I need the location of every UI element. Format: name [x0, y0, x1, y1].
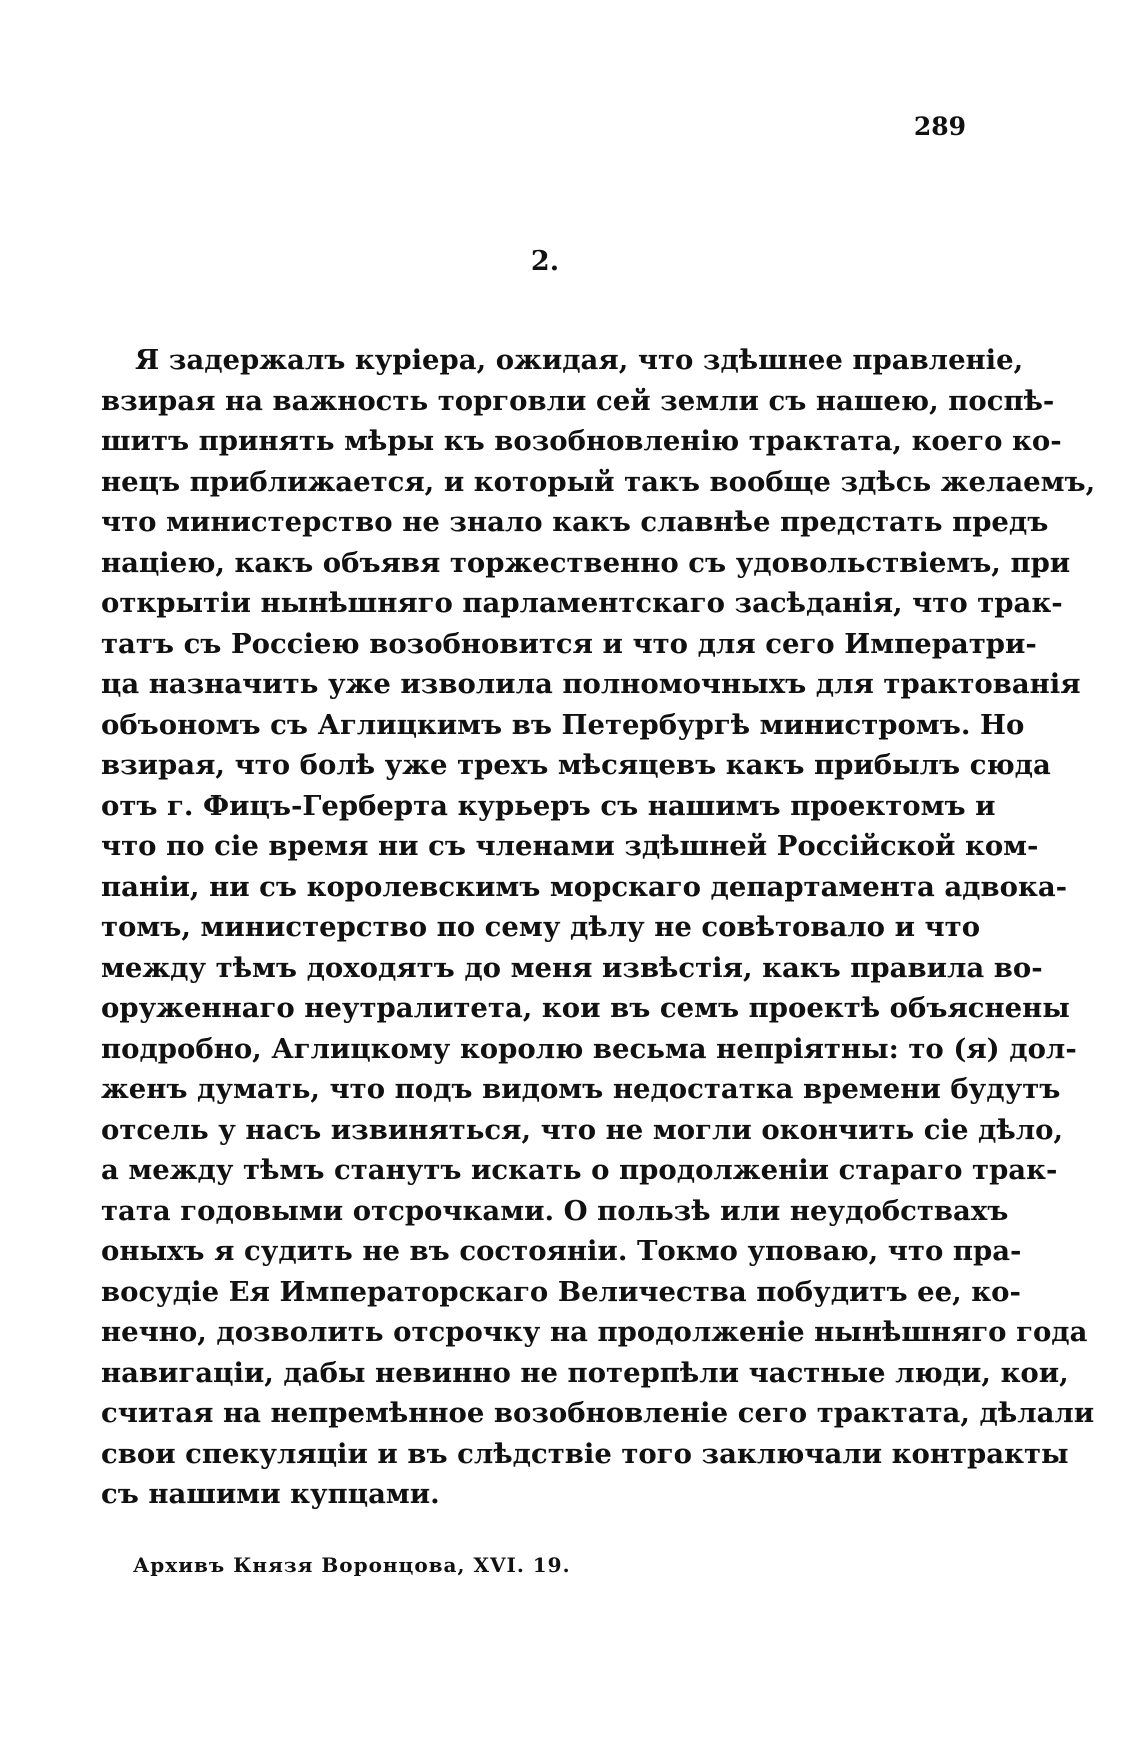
text-line: подробно, Аглицкому королю весьма непріятны: то (я) дол- — [101, 1032, 1077, 1065]
text-line: а между тѣмъ станутъ искать о продолженіи стараго трак- — [101, 1154, 1058, 1186]
text-line: женъ думать, что подъ видомъ недостатка времени будутъ — [101, 1073, 1061, 1105]
source-citation: Архивъ Князя Воронцова, XVI. 19. — [133, 1553, 571, 1577]
text-line: между тѣмъ доходятъ до меня извѣстія, какъ правила во- — [101, 951, 1043, 984]
text-line: тата годовыми отсрочками. О пользѣ или неудобствахъ — [101, 1194, 1009, 1227]
section-number: 2. — [530, 246, 560, 277]
text-line: нечно, дозволить отсрочку на продолженіе нынѣшняго года — [101, 1316, 1088, 1348]
text-line: томъ, министерство по сему дѣлу не совѣтовало и что — [101, 911, 981, 943]
text-line: съ нашими купцами. — [101, 1478, 440, 1510]
text-line: восудіе Ея Императорскаго Величества побудитъ ее, ко- — [101, 1275, 1021, 1308]
text-line: открытіи нынѣшняго парламентскаго засѣданія, что трак- — [101, 587, 1063, 619]
text-line: что по сіе время ни съ членами здѣшней Россійской ком- — [101, 830, 1039, 862]
page-number: 289 — [913, 112, 966, 141]
text-line: что министерство не знало какъ славнѣе предстать предъ — [101, 506, 1049, 538]
text-line: татъ съ Россіею возобновится и что для сего Императри- — [101, 627, 1037, 660]
text-line: навигаціи, дабы невинно не потерпѣли частные люди, кои, — [101, 1356, 1069, 1389]
text-line: оруженнаго неутралитета, кои въ семъ проектѣ объяснены — [101, 992, 1070, 1024]
text-line: Я задержалъ куріера, ожидая, что здѣшнее правленіе, — [135, 344, 1024, 376]
text-line: взирая на важность торговли сей земли съ нашею, поспѣ- — [101, 384, 1055, 417]
text-line: считая на непремѣнное возобновленіе сего трактата, дѣлали — [101, 1397, 1095, 1429]
text-line: отсель у насъ извиняться, что не могли окончить сіе дѣло, — [101, 1113, 1064, 1146]
text-line: ца назначить уже изволила полномочныхъ для трактованія — [101, 668, 1081, 700]
text-line: взирая, что болѣ уже трехъ мѣсяцевъ какъ прибылъ сюда — [101, 749, 1051, 781]
text-line: оныхъ я судить не въ состояніи. Токмо уповаю, что пра- — [101, 1235, 1022, 1267]
text-line: націею, какъ объявя торжественно съ удовольствіемъ, при — [101, 546, 1071, 579]
text-line: отъ г. Фицъ-Герберта курьеръ съ нашимъ проектомъ и — [101, 789, 996, 822]
text-line: свои спекуляціи и въ слѣдствіе того заключали контракты — [101, 1437, 1069, 1470]
text-line: паніи, ни съ королевскимъ морскаго департамента адвока- — [101, 870, 1068, 903]
text-line: шитъ принять мѣры къ возобновленію трактата, коего ко- — [101, 425, 1062, 457]
text-line: объономъ съ Аглицкимъ въ Петербургѣ министромъ. Но — [101, 708, 1025, 741]
text-line: нецъ приближается, и который такъ вообще здѣсь желаемъ, — [101, 465, 1096, 498]
